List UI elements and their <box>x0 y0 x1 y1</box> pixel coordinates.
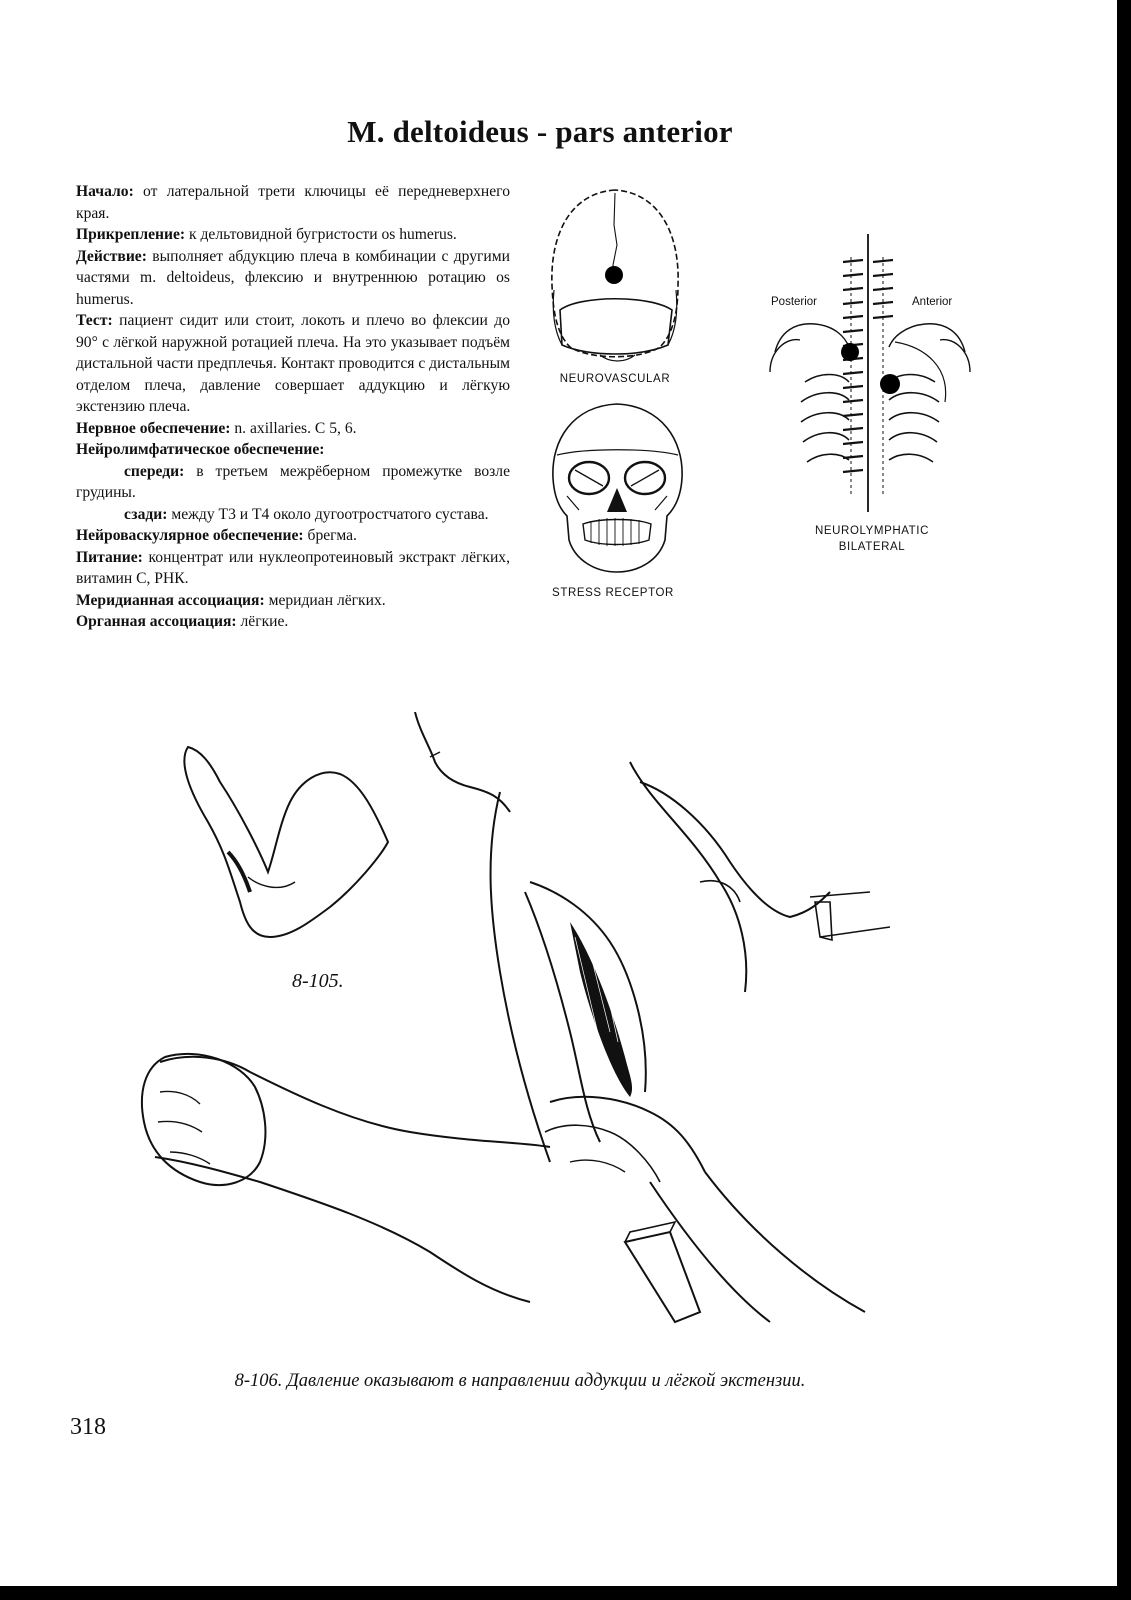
neurolymph-label: Нейролимфатическое обеспечение: <box>76 441 325 458</box>
stress-receptor-label: STRESS RECEPTOR <box>552 587 674 599</box>
neurovascular-label: NEUROVASCULAR <box>559 373 671 385</box>
neurolymph-back-paragraph <box>76 504 510 526</box>
neurolymph-front-text: в третьем межрёберном промежутке возле грудины. <box>76 462 510 501</box>
insertion-paragraph <box>76 224 510 246</box>
organ-paragraph <box>76 611 510 633</box>
insertion-label: Прикрепление: <box>76 226 186 243</box>
test-text: пациент сидит или стоит, локоть и плечо во флексии до 90° с лёгкой наружной ротацией плеча. На это указывает подъём дистальной части предплечья. Контакт проводится с дистальным отделом плеча, давление совершает аддукцию и лёгкую экстензию плеча. <box>76 312 510 415</box>
nutrition-text: концентрат или нуклеопротеиновый экстракт лёгких, витамин С, РНК. <box>76 548 510 587</box>
posterior-label: Posterior <box>771 296 818 308</box>
scan-bottom-border <box>0 1586 1131 1600</box>
neurolymph-paragraph <box>76 439 510 461</box>
page-title: M. deltoideus - pars anterior <box>347 114 733 149</box>
neurolymph-back-text: между Т3 и Т4 около дугоотростчатого сустава. <box>167 505 489 523</box>
page-number: 318 <box>70 1414 106 1440</box>
figure-number: 8-105. <box>292 970 344 992</box>
origin-text: от латеральной трети ключицы её передневерхнего края. <box>76 183 510 222</box>
bilateral-label: BILATERAL <box>838 541 906 553</box>
scan-right-border <box>1117 0 1131 1600</box>
skull-top-drawing <box>540 185 690 365</box>
neurovascular-paragraph <box>76 525 510 547</box>
figure-caption: 8-106. Давление оказывают в направлении аддукции и лёгкой экстензии. <box>234 1371 806 1391</box>
neurolymph-front-paragraph <box>76 461 510 504</box>
neurovascular-label: Нейроваскулярное обеспечение: <box>76 527 304 544</box>
neurolymph-back-label: сзади: <box>124 505 168 523</box>
action-label: Действие: <box>76 247 147 265</box>
neurolymph-front-label: спереди: <box>124 462 185 480</box>
test-paragraph <box>76 310 510 418</box>
nerve-label: Нервное обеспечение: <box>76 419 231 437</box>
action-paragraph <box>76 246 510 311</box>
insertion-text: к дельтовидной бугристости os humerus. <box>185 226 457 243</box>
neurolymphatic-torso-drawing <box>765 232 975 517</box>
nutrition-label: Питание: <box>76 548 143 566</box>
muscle-test-illustration <box>130 712 890 1352</box>
meridian-text: меридиан лёгких. <box>264 591 386 609</box>
anterior-label: Anterior <box>912 296 953 308</box>
organ-text: лёгкие. <box>236 613 289 630</box>
skull-front-drawing <box>545 400 690 578</box>
neurovascular-text: брегма. <box>303 527 357 544</box>
origin-label: Начало: <box>76 183 134 200</box>
meridian-paragraph <box>76 590 510 612</box>
nutrition-paragraph <box>76 547 510 590</box>
origin-paragraph <box>76 181 510 224</box>
action-text: выполняет абдукцию плеча в комбинации с другими частями m. deltoideus, флексию и внутреннюю ротацию os humerus. <box>76 247 510 308</box>
neurolymphatic-label: NEUROLYMPHATIC <box>814 525 930 537</box>
nerve-text: n. axillaries. С 5, 6. <box>230 419 357 437</box>
meridian-label: Меридианная ассоциация: <box>76 591 265 609</box>
clavicle-scapula-inset <box>184 747 388 937</box>
nerve-paragraph <box>76 418 510 440</box>
organ-label: Органная ассоциация: <box>76 613 237 630</box>
test-label: Тест: <box>76 312 113 329</box>
description-text <box>76 181 510 633</box>
